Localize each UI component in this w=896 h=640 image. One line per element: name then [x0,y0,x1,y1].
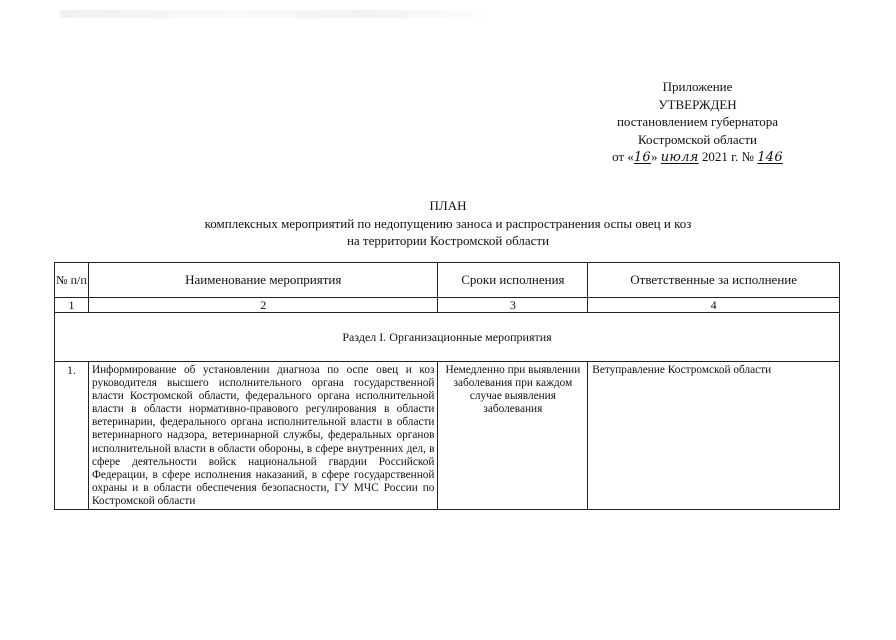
table-row [55,362,840,510]
section-title: Раздел I. Организационные мероприятия [55,313,840,362]
date-month-handwritten: июля [660,150,699,166]
header-measure-name: Наименование мероприятия [88,263,438,298]
date-year-number: 2021 г. № [701,149,754,165]
date-quote-close: » [651,149,658,165]
row-responsible: Ветуправление Костромской области [588,362,840,510]
column-numbers-row [55,298,840,313]
row-measure-name: Информирование об установлении диагноза по оспе овец и коз руководителя высшего исполнительного органа государственной власти Костромской области, федерального органа исполнительной власти в области нормативно-правового регулирования в области ветеринарии, федерального органа исполнительной власти в области ветеринарного надзора, ветеринарной службы, федеральных органов исполнительной власти в области обороны, в сфере внутренних дел, в сфере деятельности войск национальной гвардии Российской Федерации, в сфере исполнения наказаний, в сфере государственной охраны и в области обеспечения безопасности, ГУ МЧС России по Костромской области [88,362,438,510]
document-date-line [575,148,820,167]
appendix-label: Приложение [662,79,733,94]
date-day-handwritten: 16 [633,150,651,166]
column-number-3: 3 [438,298,588,313]
column-number-1: 1 [55,298,89,313]
approved-label: УТВЕРЖДЕН [658,96,737,112]
measures-table [54,262,840,510]
section-row [55,313,840,362]
column-number-4: 4 [588,298,840,313]
appendix-block [575,78,820,167]
region-label: Костромской области [637,131,758,147]
scan-artifact [60,10,500,18]
header-responsible: Ответственные за исполнение [588,263,840,298]
plan-heading: ПЛАН [429,198,467,213]
document-number-handwritten: 146 [757,150,783,166]
document-title [120,197,776,250]
column-number-2: 2 [88,298,438,313]
header-terms: Сроки исполнения [438,263,588,298]
date-prefix: от « [612,149,634,165]
resolution-label: постановлением губернатора [616,114,779,130]
plan-subtitle-line1: комплексных мероприятий по недопущению заноса и распространения оспы овец и коз [204,215,692,231]
table-header-row [55,263,840,298]
row-terms: Немедленно при выявлении заболевания при каждом случае выявления заболевания [438,362,588,510]
plan-subtitle-line2: на территории Костромской области [346,233,550,248]
row-number: 1. [55,362,89,510]
header-number: № п/п [55,263,89,298]
